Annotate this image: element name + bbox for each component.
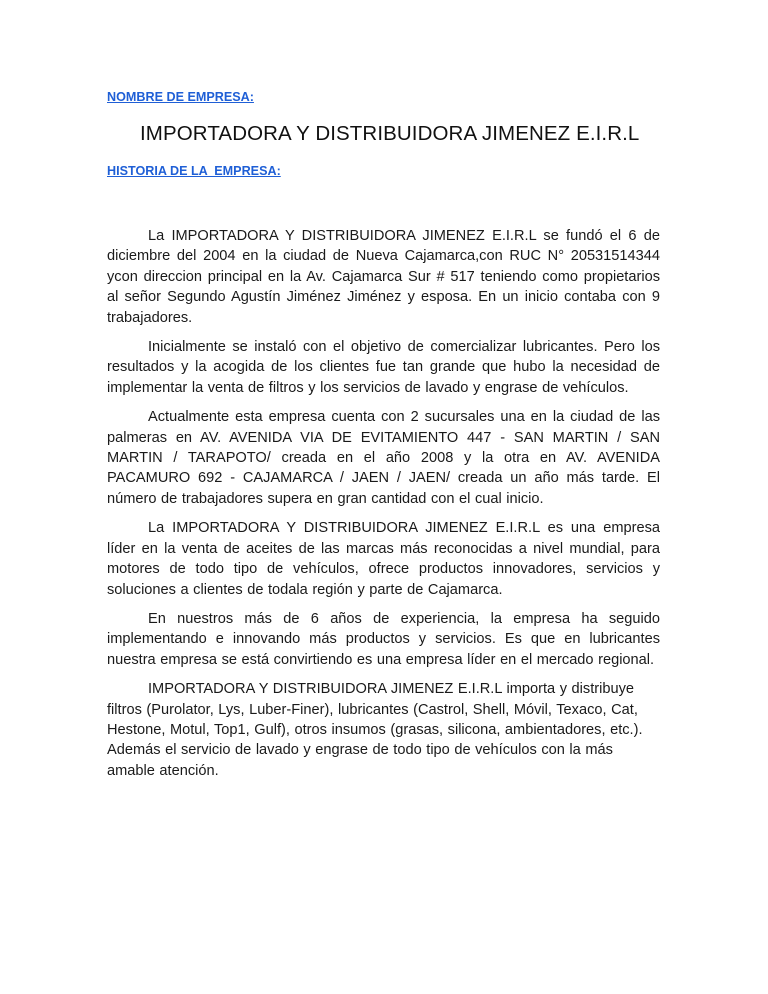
company-name-label: NOMBRE DE EMPRESA: [107,90,254,104]
paragraph-products: IMPORTADORA Y DISTRIBUIDORA JIMENEZ E.I.R.L importa y distribuye filtros (Purolator, Lys, Luber-Finer), lubricantes (Castrol, Shell, Móvil, Texaco, Cat, Hestone, Motul, Top1, Gulf), otros insumos (grasas, silicona, ambientadores, etc.). Además el servicio de lavado y engrase de todo tipo de vehículos con la más amable atención. [107,681,643,779]
company-history-label: HISTORIA DE LA EMPRESA: [107,164,281,178]
company-name-heading: IMPORTADORA Y DISTRIBUIDORA JIMENEZ E.I.R.L [140,122,640,145]
paragraph-experience: En nuestros más de 6 años de experiencia, la empresa ha seguido implementando e innovando más productos y servicios. Es que en lubricantes nuestra empresa se está convirtiendo es una empresa líder en el mercado regional. [107,610,660,668]
paragraph-branches: Actualmente esta empresa cuenta con 2 sucursales una en la ciudad de las palmeras en AV. AVENIDA VIA DE EVITAMIENTO 447 - SAN MARTIN / SAN MARTIN / TARAPOTO/ creada en el año 2008 y la otra en AV. AVENIDA PACAMURO 692 - CAJAMARCA / JAEN / JAEN/ creada un año más tarde. El número de trabajadores supera en gran cantidad con el cual inicio. [107,409,660,507]
paragraph-leadership: La IMPORTADORA Y DISTRIBUIDORA JIMENEZ E.I.R.L es una empresa líder en la venta de aceites de las marcas más reconocidas a nivel mundial, para motores de todo tipo de vehículos, ofrece productos innovadores, servicios y soluciones a clientes de todala región y parte de Cajamarca. [107,520,660,598]
paragraph-beginnings: Inicialmente se instaló con el objetivo de comercializar lubricantes. Pero los resultados y la acogida de los clientes fue tan grande que hubo la necesidad de implementar la venta de filtros y los servicios de lavado y engrase de vehículos. [107,339,660,396]
paragraph-founding: La IMPORTADORA Y DISTRIBUIDORA JIMENEZ E.I.R.L se fundó el 6 de diciembre del 2004 en la ciudad de Nueva Cajamarca,con RUC N° 20531514344 ycon direccion principal en la Av. Cajamarca Sur # 517 teniendo como propietarios al señor Segundo Agustín Jiménez Jiménez y esposa. En un inicio contaba con 9 trabajadores. [107,228,660,326]
history-body [107,226,660,790]
